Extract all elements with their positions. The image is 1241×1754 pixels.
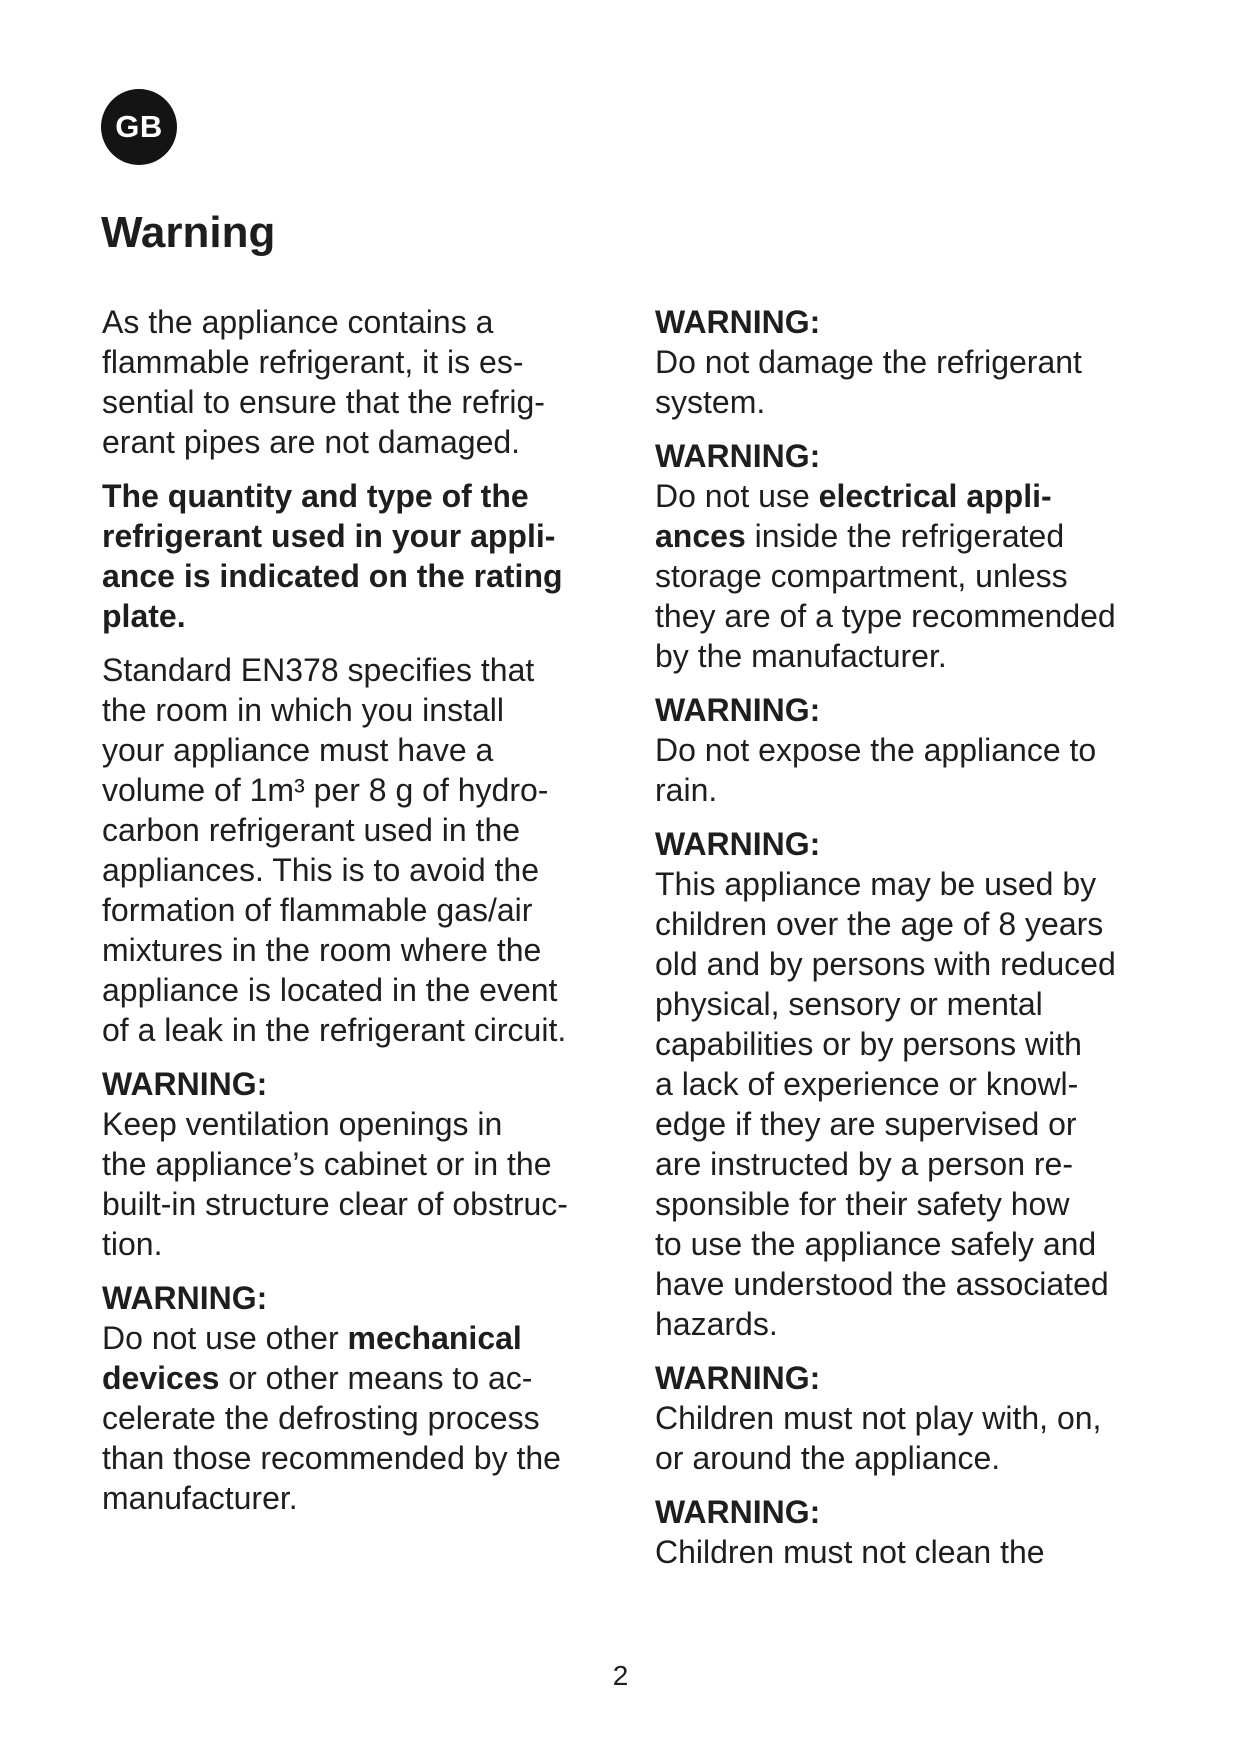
rating-plate-paragraph: The quantity and type of the refrigerant used in your appli- ance is indicated on the rating plate.: [102, 478, 563, 634]
defrosting-warning-text: [102, 1318, 602, 1518]
warning-label: WARNING:: [655, 438, 821, 474]
right-column: [655, 302, 1175, 1572]
rain-warning-text: Do not expose the appliance to rain.: [655, 732, 1097, 808]
warning-label: WARNING:: [655, 692, 821, 728]
electrical-appliances-warning-text: [655, 476, 1175, 676]
ventilation-warning-text: Keep ventilation openings in the appliance’s cabinet or in the built-in structure clear of obstruc- tion.: [102, 1106, 568, 1262]
warning-text-emphasis: mechanical devices: [102, 1320, 522, 1396]
children-clean-warning-text: Children must not clean the: [655, 1534, 1045, 1570]
warning-text-part: or other means to ac- celerate the defrosting process than those recommended by the manufacturer.: [102, 1360, 561, 1516]
children-play-warning-text: Children must not play with, on, or around the appliance.: [655, 1400, 1102, 1476]
warning-text-emphasis: electrical appli- ances: [655, 478, 1052, 554]
standard-paragraph: Standard EN378 specifies that the room in which you install your appliance must have a volume of 1m³ per 8 g of hydro- carbon refrigerant used in the appliances. This is to avoid the formation of flammable gas/air mixtures in the room where the appliance is located in the event of a leak in the refrigerant circuit.: [102, 652, 567, 1048]
warning-label: WARNING:: [102, 1280, 268, 1316]
warning-text-part: Do not use: [655, 478, 819, 514]
warning-label: WARNING:: [655, 826, 821, 862]
refrigerant-system-warning-text: Do not damage the refrigerant system.: [655, 344, 1082, 420]
warning-text-part: inside the refrigerated storage compartment, unless they are of a type recommended by the manufacturer.: [655, 518, 1116, 674]
warning-label: WARNING:: [655, 1360, 821, 1396]
page-number: 2: [612, 1660, 629, 1691]
warning-text-part: Do not use other: [102, 1320, 348, 1356]
warning-label: WARNING:: [655, 1494, 821, 1530]
country-badge: GB: [101, 89, 177, 165]
warning-label: WARNING:: [655, 304, 821, 340]
page-title: Warning: [101, 208, 276, 257]
children-usage-warning-text: This appliance may be used by children over the age of 8 years old and by persons with reduced physical, sensory or mental capabilities or by persons with a lack of experience or knowl- edge if they are supervised or are instructed by a person re- sponsible for their safety how to use the appliance safely and have understood the associated hazards.: [655, 866, 1116, 1342]
left-column: [102, 302, 602, 1532]
warning-label: WARNING:: [102, 1066, 268, 1102]
intro-paragraph: As the appliance contains a flammable refrigerant, it is es- sential to ensure that the refrig- erant pipes are not damaged.: [102, 304, 545, 460]
